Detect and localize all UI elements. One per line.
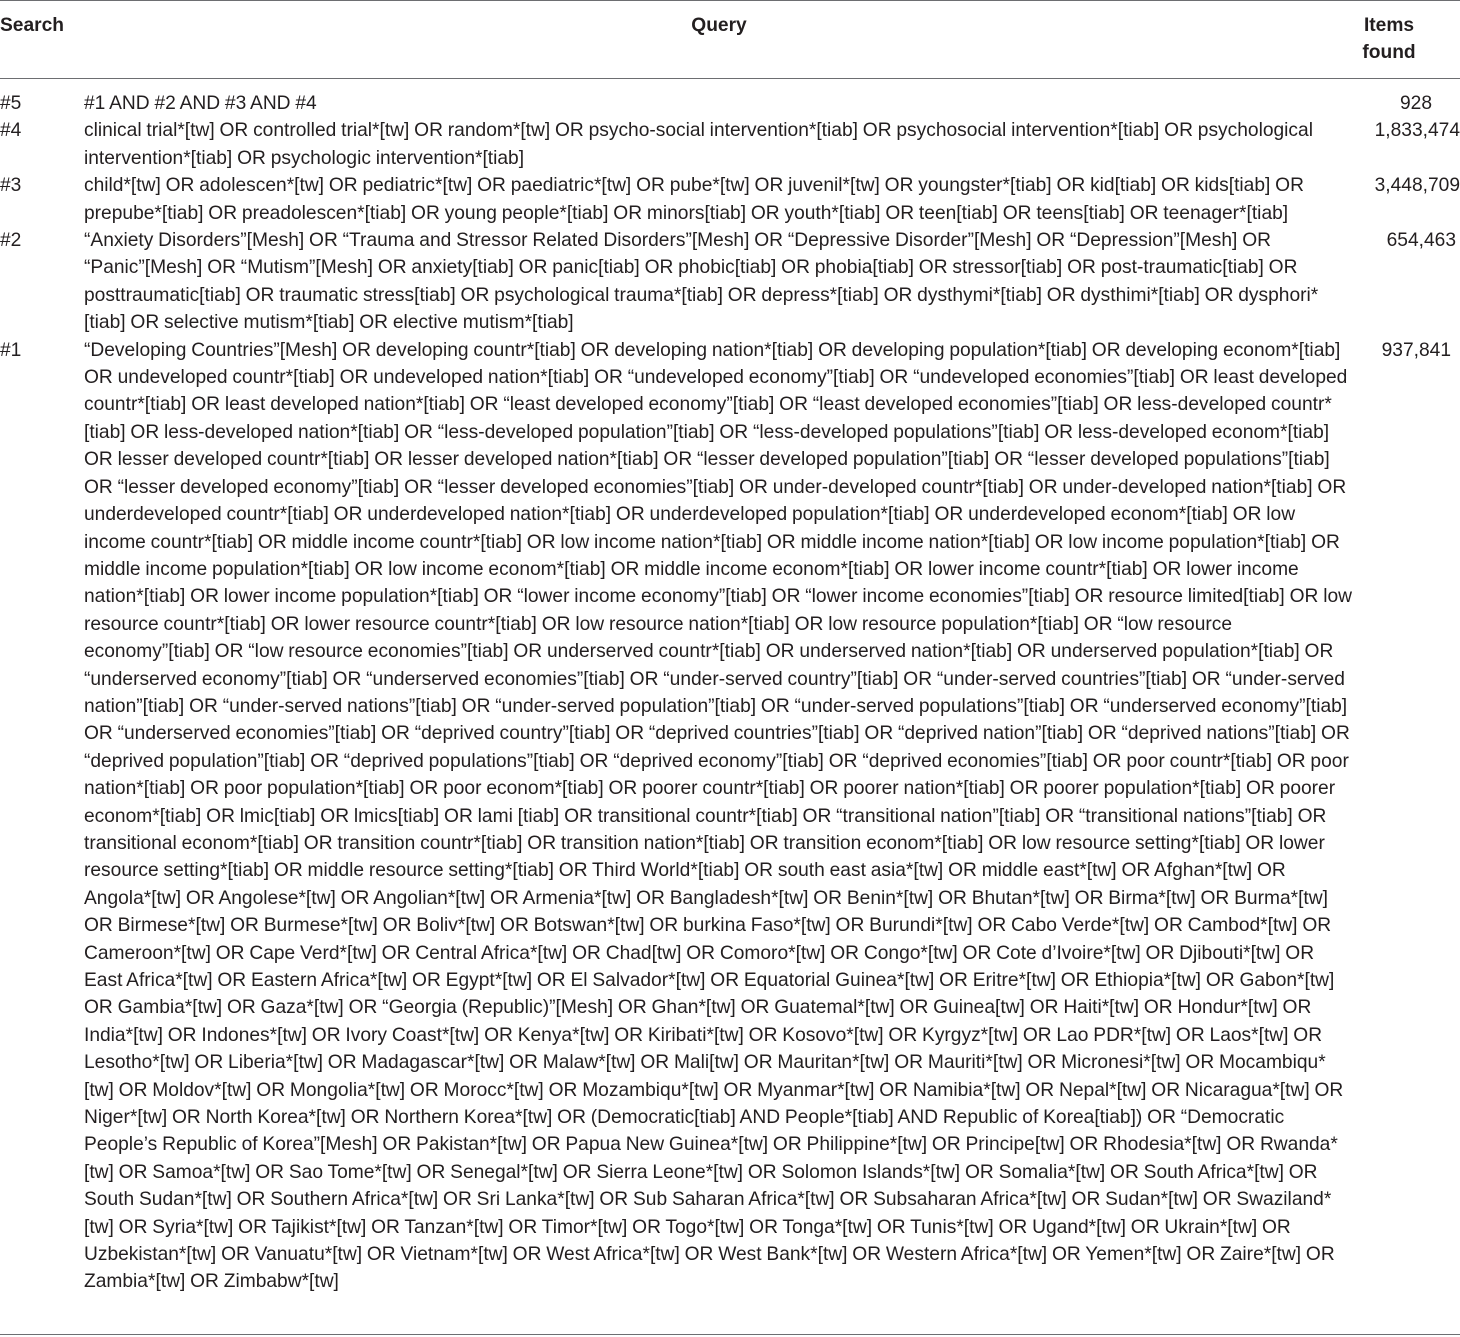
items-found: 654,463 (1386, 230, 1456, 252)
query-text: #1 AND #2 AND #3 AND #4 (84, 93, 317, 114)
search-id: #4 (0, 120, 22, 142)
header-items-found (1334, 12, 1444, 66)
search-id: #3 (0, 175, 22, 197)
table-row (0, 117, 1460, 172)
table-bottom-rule (0, 1334, 1460, 1335)
table-header-rule (0, 78, 1460, 79)
query-text: child*[tw] OR adolescen*[tw] OR pediatric*[tw] OR paediatric*[tw] OR pube*[tw] OR juvenil*[tw] OR youngster*[tiab] OR kid[tiab] OR kids[tiab] OR prepube*[tiab] OR preadolescen*[tiab] OR young people*[tiab] OR minors[tiab] OR youth*[tiab] OR teen[tiab] OR teens[tiab] OR teenager*[tiab] (84, 175, 1304, 224)
table-top-rule (0, 0, 1460, 1)
search-id: #2 (0, 230, 22, 252)
query-text: clinical trial*[tw] OR controlled trial*[tw] OR random*[tw] OR psycho-social intervention*[tiab] OR psychosocial intervention*[tiab] OR psychological intervention*[tiab] OR psychologic intervention*[tiab] (84, 120, 1313, 169)
items-found: 3,448,709 (1374, 175, 1460, 197)
items-found: 937,841 (1381, 339, 1451, 361)
header-items-line1: Items (1363, 15, 1415, 36)
table-row (0, 172, 1460, 227)
search-id: #1 (0, 339, 22, 361)
header-search: Search (0, 15, 64, 36)
query-text: “Developing Countries”[Mesh] OR developing countr*[tiab] OR developing nation*[tiab] OR developing population*[tiab] OR developing econom*[tiab] OR undeveloped countr*[tiab] OR undeveloped nation*[tiab] OR “undeveloped economy”[tiab] OR “undeveloped economies”[tiab] OR least developed countr*[tiab] OR least developed nation*[tiab] OR “least developed economy”[tiab] OR “least developed economies”[tiab] OR less-developed countr*[tiab] OR less-developed nation*[tiab] OR “less-developed population”[tiab] OR “less-developed populations”[tiab] OR less-developed econom*[tiab] OR lesser developed countr*[tiab] OR lesser developed nation*[tiab] OR “lesser developed population”[tiab] OR “lesser developed populations”[tiab] OR “lesser developed economy”[tiab] OR “lesser developed economies”[tiab] OR under-developed countr*[tiab] OR under-developed nation*[tiab] OR underdeveloped countr*[tiab] OR underdeveloped nation*[tiab] OR underdeveloped population*[tiab] OR underdeveloped econom*[tiab] OR low income countr*[tiab] OR middle income countr*[tiab] OR low income nation*[tiab] OR middle income nation*[tiab] OR low income population*[tiab] OR middle income population*[tiab] OR low income econom*[tiab] OR middle income econom*[tiab] OR lower income countr*[tiab] OR lower income nation*[tiab] OR lower income population*[tiab] OR “lower income economy”[tiab] OR “lower income economies”[tiab] OR resource limited[tiab] OR low resource countr*[tiab] OR lower resource countr*[tiab] OR low resource nation*[tiab] OR low resource population*[tiab] OR “low resource economy”[tiab] OR “low resource economies”[tiab] OR underserved countr*[tiab] OR underserved nation*[tiab] OR underserved population*[tiab] OR “underserved economy”[tiab] OR “underserved economies”[tiab] OR “under-served country”[tiab] OR “under-served countries”[tiab] OR “under-served nation”[tiab] OR “under-served nations”[tiab] OR “under-served population”[tiab] OR “under-served populations”[tiab] OR “underserved economy”[tiab] OR “underserved economies”[tiab] OR “deprived country”[tiab] OR “deprived countries”[tiab] OR “deprived nation”[tiab] OR “deprived nations”[tiab] OR “deprived population”[tiab] OR “deprived populations”[tiab] OR “deprived economy”[tiab] OR “deprived economies”[tiab] OR poor countr*[tiab] OR poor nation*[tiab] OR poor population*[tiab] OR poor econom*[tiab] OR poorer countr*[tiab] OR poorer nation*[tiab] OR poorer population*[tiab] OR poorer econom*[tiab] OR lmic[tiab] OR lmics[tiab] OR lami [tiab] OR transitional countr*[tiab] OR “transitional nation”[tiab] OR “transitional nations”[tiab] OR transitional econom*[tiab] OR transition countr*[tiab] OR transition nation*[tiab] OR transition econom*[tiab] OR low resource setting*[tiab] OR lower resource setting*[tiab] OR middle resource setting*[tiab] OR Third World*[tiab] OR south east asia*[tw] OR middle east*[tw] OR Afghan*[tw] OR Angola*[tw] OR Angolese*[tw] OR Angolian*[tw] OR Armenia*[tw] OR Bangladesh*[tw] OR Benin*[tw] OR Bhutan*[tw] OR Birma*[tw] OR Burma*[tw] OR Birmese*[tw] OR Burmese*[tw] OR Boliv*[tw] OR Botswan*[tw] OR burkina Faso*[tw] OR Burundi*[tw] OR Cabo Verde*[tw] OR Cambod*[tw] OR Cameroon*[tw] OR Cape Verd*[tw] OR Central Africa*[tw] OR Chad[tw] OR Comoro*[tw] OR Congo*[tw] OR Cote d’Ivoire*[tw] OR Djibouti*[tw] OR East Africa*[tw] OR Eastern Africa*[tw] OR Egypt*[tw] OR El Salvador*[tw] OR Equatorial Guinea*[tw] OR Eritre*[tw] OR Ethiopia*[tw] OR Gabon*[tw] OR Gambia*[tw] OR Gaza*[tw] OR “Georgia (Republic)”[Mesh] OR Ghan*[tw] OR Guatemal*[tw] OR Guinea[tw] OR Haiti*[tw] OR Hondur*[tw] OR India*[tw] OR Indones*[tw] OR Ivory Coast*[tw] OR Kenya*[tw] OR Kiribati*[tw] OR Kosovo*[tw] OR Kyrgyz*[tw] OR Lao PDR*[tw] OR Laos*[tw] OR Lesotho*[tw] OR Liberia*[tw] OR Madagascar*[tw] OR Malaw*[tw] OR Mali[tw] OR Mauritan*[tw] OR Mauriti*[tw] OR Micronesi*[tw] OR Mocambiqu*[tw] OR Moldov*[tw] OR Mongolia*[tw] OR Morocc*[tw] OR Mozambiqu*[tw] OR Myanmar*[tw] OR Namibia*[tw] OR Nepal*[tw] OR Nicaragua*[tw] OR Niger*[tw] OR North Korea*[tw] OR Northern Korea*[tw] OR (Democratic[tiab] AND People*[tiab] AND Republic of Korea[tiab]) OR “Democratic People’s Republic of Korea”[Mesh] OR Pakistan*[tw] OR Papua New Guinea*[tw] OR Philippine*[tw] OR Principe[tw] OR Rhodesia*[tw] OR Rwanda*[tw] OR Samoa*[tw] OR Sao Tome*[tw] OR Senegal*[tw] OR Sierra Leone*[tw] OR Solomon Islands*[tw] OR Somalia*[tw] OR South Africa*[tw] OR South Sudan*[tw] OR Southern Africa*[tw] OR Sri Lanka*[tw] OR Sub Saharan Africa*[tw] OR Subsaharan Africa*[tw] OR Sudan*[tw] OR Swaziland*[tw] OR Syria*[tw] OR Tajikist*[tw] OR Tanzan*[tw] OR Timor*[tw] OR Togo*[tw] OR Tonga*[tw] OR Tunis*[tw] OR Ugand*[tw] OR Ukrain*[tw] OR Uzbekistan*[tw] OR Vanuatu*[tw] OR Vietnam*[tw] OR West Africa*[tw] OR West Bank*[tw] OR Western Africa*[tw] OR Yemen*[tw] OR Zaire*[tw] OR Zambia*[tw] OR Zimbabw*[tw] (84, 339, 1352, 1293)
table-body (0, 90, 1460, 1296)
header-query: Query (691, 15, 747, 36)
query-text: “Anxiety Disorders”[Mesh] OR “Trauma and Stressor Related Disorders”[Mesh] OR “Depressive Disorder”[Mesh] OR “Depression”[Mesh] OR “Panic”[Mesh] OR “Mutism”[Mesh] OR anxiety[tiab] OR panic[tiab] OR phobic[tiab] OR phobia[tiab] OR stressor[tiab] OR post-traumatic[tiab] OR posttraumatic[tiab] OR traumatic stress[tiab] OR psychological trauma*[tiab] OR depress*[tiab] OR dysthymi*[tiab] OR dysthimi*[tiab] OR dysphori*[tiab] OR selective mutism*[tiab] OR elective mutism*[tiab] (84, 230, 1319, 334)
items-found: 1,833,474 (1374, 120, 1460, 142)
table-row (0, 227, 1460, 337)
table-row (0, 337, 1460, 1296)
search-id: #5 (0, 93, 22, 114)
table-row (0, 90, 1460, 117)
header-items-line2: found (1362, 42, 1416, 63)
items-found: 928 (1399, 93, 1432, 114)
